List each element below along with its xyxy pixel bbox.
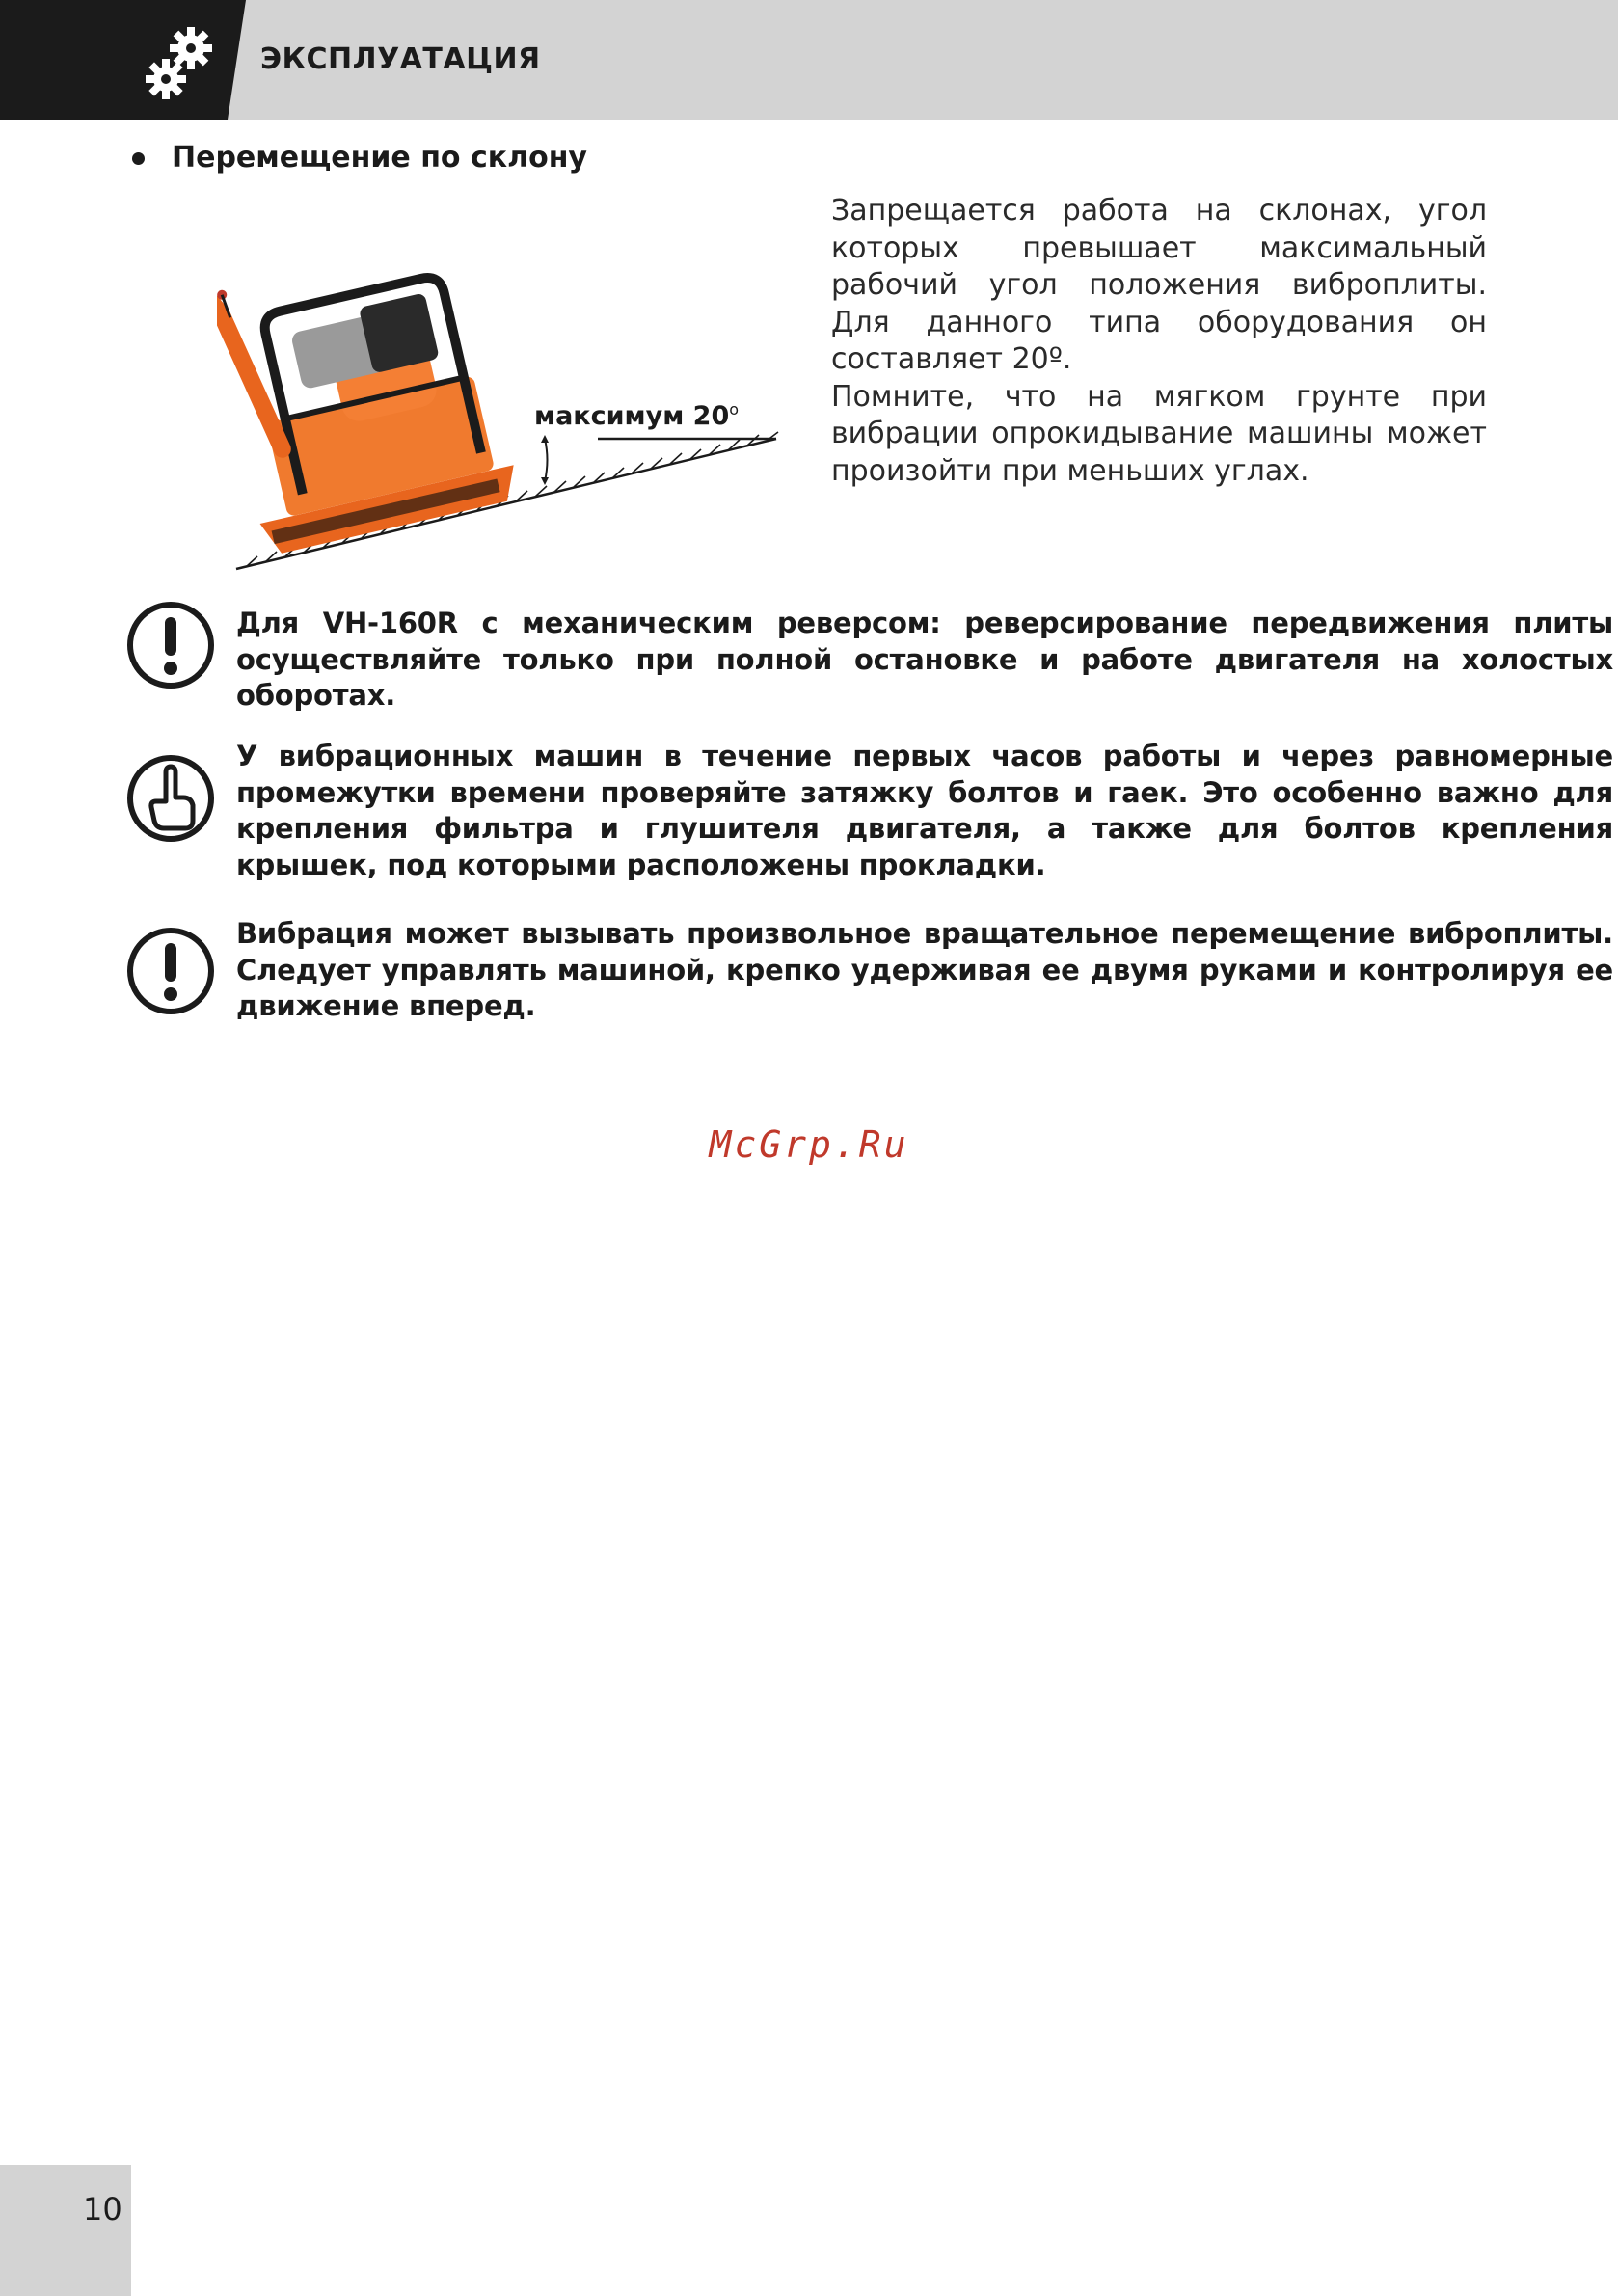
slope-description (831, 193, 1487, 490)
bullet-point (132, 152, 145, 165)
page-number: 10 (83, 2191, 122, 2228)
angle-degree-sign: o (729, 400, 740, 419)
section-heading: Перемещение по склону (172, 141, 587, 175)
plate-compactor (217, 207, 522, 563)
notice-text: Вибрация может вызывать произвольное вращательное перемещение виброплиты. Следует управлять машиной, крепко удерживая ее двумя руками и контролируя ее движение вперед. (236, 917, 1613, 1022)
watermark: McGrp.Ru (709, 1123, 909, 1166)
slope-paragraph-2: Помните, что на мягком грунте при вибрации опрокидывание машины может произойти при меньших углах. (831, 379, 1487, 488)
slope-paragraph-1: Запрещается работа на склонах, угол которых превышает максимальный рабочий угол положения виброплиты. Для данного типа оборудования он составляет 20º. (831, 194, 1487, 376)
exclamation-icon (125, 926, 216, 1016)
exclamation-icon (125, 600, 216, 690)
notice-text: У вибрационных машин в течение первых часов работы и через равномерные промежутки времени проверяйте затяжку болтов и гаек. Это особенно важно для крепления фильтра и глушителя двигателя, а также для болтов крепления крышек, под которыми расположены прокладки. (236, 740, 1613, 881)
angle-label (534, 400, 739, 431)
header-title: ЭКСПЛУАТАЦИЯ (260, 42, 541, 76)
angle-label-text: максимум 20 (534, 401, 730, 431)
page-number-box (0, 2165, 131, 2296)
angle-arc (545, 439, 548, 481)
pointing-hand-icon (125, 753, 216, 844)
notice-text: Для VH-160R с механическим реверсом: реверсирование передвижения плиты осуществляйте только при полной остановке и работе двигателя на холостых оборотах. (236, 607, 1613, 712)
gears-icon (145, 21, 218, 104)
plate-compactor-slope-illustration (217, 207, 796, 583)
